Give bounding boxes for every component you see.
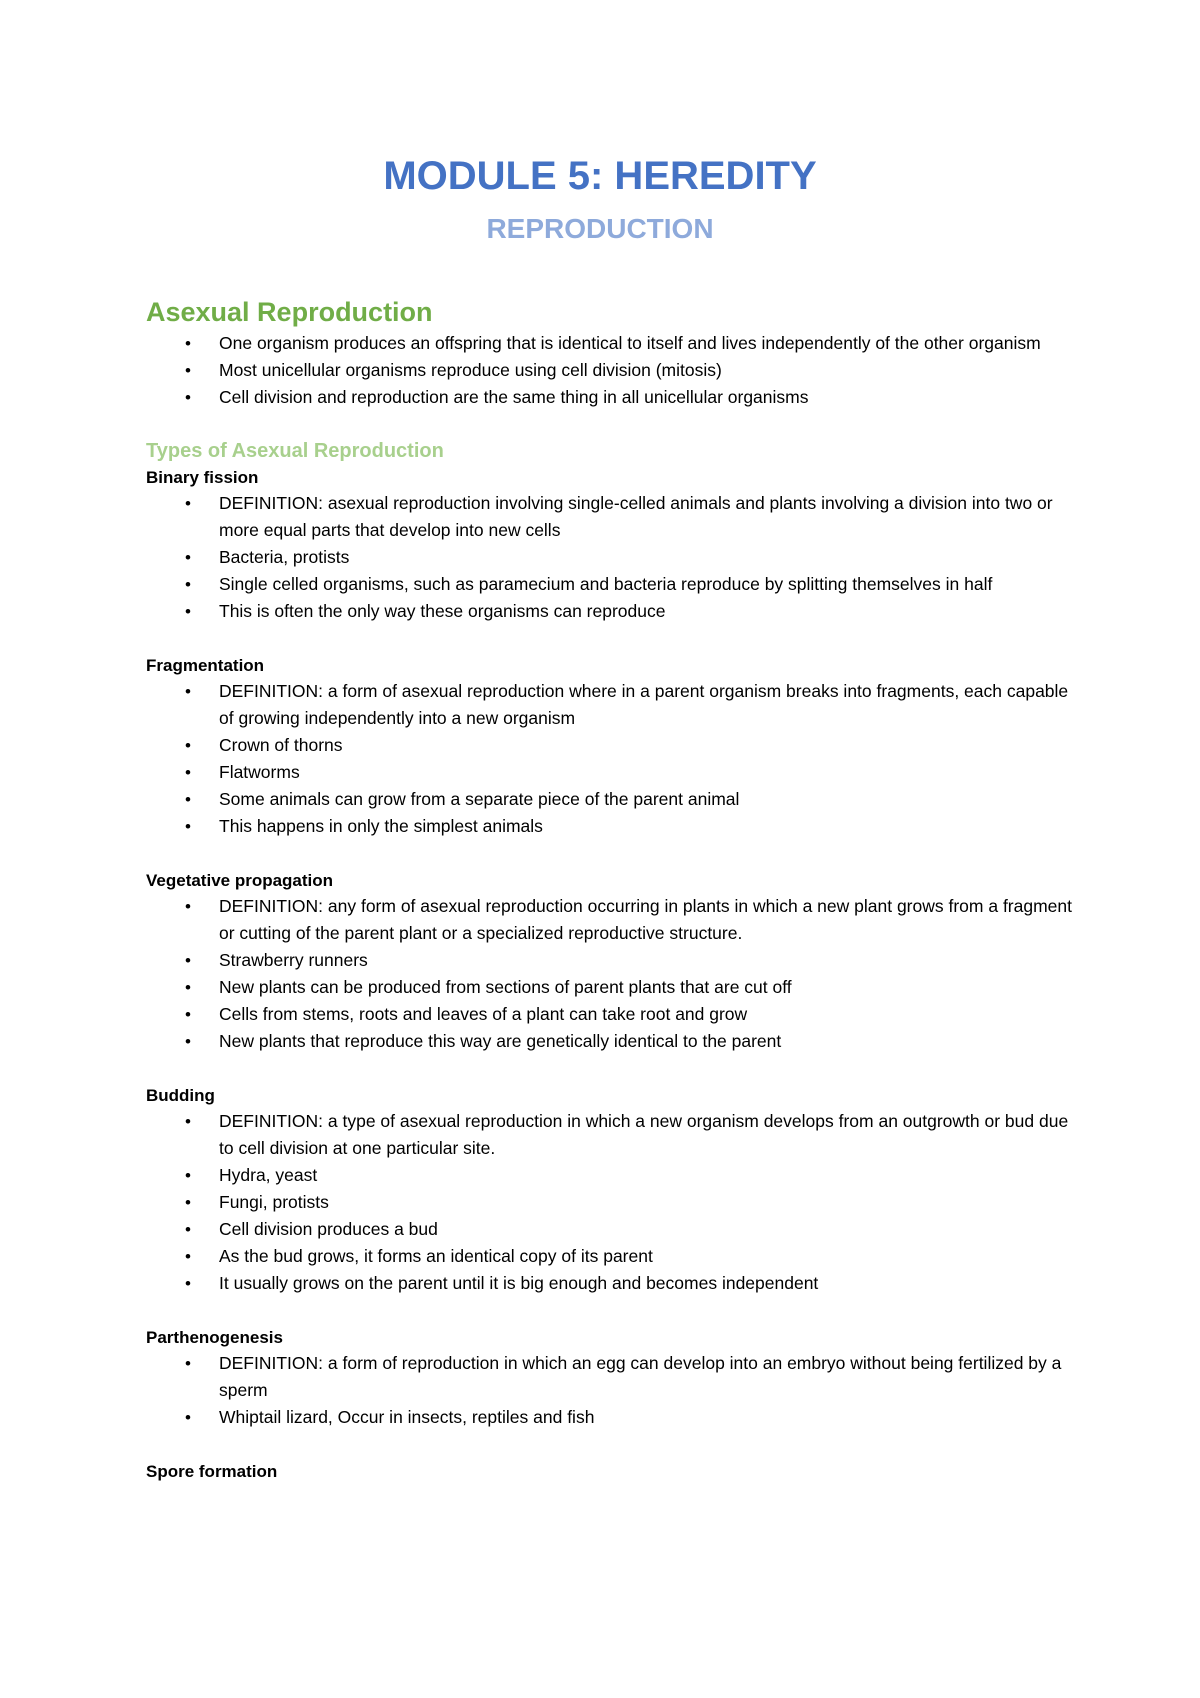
bullet-icon: • [185,1354,191,1373]
document-body [146,294,1076,1484]
section [146,1459,1076,1484]
bullet-icon: • [185,1032,191,1051]
list-item [146,1216,1076,1243]
list-item [146,1404,1076,1431]
list-item-text: Whiptail lizard, Occur in insects, reptiles and fish [219,1407,595,1427]
bullet-icon: • [185,494,191,513]
bullet-icon: • [185,1274,191,1293]
bullet-icon: • [185,1408,191,1427]
section-bullet-list [146,678,1076,840]
section-heading: Vegetative propagation [146,871,334,890]
bullet-icon: • [185,575,191,594]
page-title: MODULE 5: HEREDITY [383,154,817,198]
section-heading: Binary fission [146,468,259,487]
bullet-icon: • [185,1166,191,1185]
list-item [146,1189,1076,1216]
bullet-icon: • [185,682,191,701]
section-heading: Budding [146,1086,215,1105]
list-item [146,732,1076,759]
bullet-icon: • [185,951,191,970]
list-item [146,1243,1076,1270]
list-item [146,357,1076,384]
list-item-text: Fungi, protists [219,1192,329,1212]
list-item [146,1028,1076,1055]
list-item-text: New plants that reproduce this way are genetically identical to the parent [219,1031,782,1051]
list-item-text: DEFINITION: a form of reproduction in which an egg can develop into an embryo without being fertilized by a sperm [219,1353,1062,1400]
list-item [146,598,1076,625]
list-item [146,384,1076,411]
bullet-icon: • [185,548,191,567]
bullet-icon: • [185,897,191,916]
list-item [146,1350,1076,1404]
heading-types-of-asexual-reproduction: Types of Asexual Reproduction [146,440,444,462]
list-item-text: One organism produces an offspring that is identical to itself and lives independently of the other organism [219,333,1041,353]
bullet-icon: • [185,790,191,809]
list-item-text: Bacteria, protists [219,547,350,567]
list-item [146,490,1076,544]
list-item [146,1001,1076,1028]
heading-asexual-reproduction: Asexual Reproduction [146,297,433,327]
section-heading: Spore formation [146,1462,278,1481]
bullet-icon: • [185,736,191,755]
list-item [146,1162,1076,1189]
bullet-icon: • [185,361,191,380]
list-item [146,947,1076,974]
list-item-text: DEFINITION: a type of asexual reproduction in which a new organism develops from an outgrowth or bud due to cell division at one particular site. [219,1111,1069,1158]
list-item-text: This is often the only way these organisms can reproduce [219,601,666,621]
list-item-text: Single celled organisms, such as paramecium and bacteria reproduce by splitting themselves in half [219,574,993,594]
list-item-text: Some animals can grow from a separate piece of the parent animal [219,789,740,809]
section [146,1083,1076,1297]
section-bullet-list [146,1108,1076,1297]
list-item [146,330,1076,357]
bullet-icon: • [185,763,191,782]
list-item-text: New plants can be produced from sections of parent plants that are cut off [219,977,792,997]
list-item-text: Cell division and reproduction are the same thing in all unicellular organisms [219,387,809,407]
bullet-icon: • [185,817,191,836]
bullet-icon: • [185,602,191,621]
list-item [146,678,1076,732]
bullet-icon: • [185,1112,191,1131]
list-item [146,1108,1076,1162]
bullet-icon: • [185,334,191,353]
list-item-text: This happens in only the simplest animals [219,816,543,836]
bullet-icon: • [185,1005,191,1024]
list-item-text: As the bud grows, it forms an identical copy of its parent [219,1246,653,1266]
section [146,868,1076,1055]
list-item [146,544,1076,571]
list-item [146,759,1076,786]
list-item-text: Strawberry runners [219,950,368,970]
list-item-text: Crown of thorns [219,735,343,755]
section-bullet-list [146,490,1076,625]
page-subtitle: REPRODUCTION [486,213,714,244]
list-item [146,571,1076,598]
section [146,653,1076,840]
list-item [146,974,1076,1001]
list-item-text: It usually grows on the parent until it is big enough and becomes independent [219,1273,819,1293]
list-item [146,1270,1076,1297]
list-item-text: Most unicellular organisms reproduce using cell division (mitosis) [219,360,722,380]
list-item-text: Flatworms [219,762,300,782]
section-heading: Parthenogenesis [146,1328,283,1347]
list-item-text: Cells from stems, roots and leaves of a plant can take root and grow [219,1004,748,1024]
section-bullet-list [146,893,1076,1055]
section [146,465,1076,625]
list-item [146,786,1076,813]
bullet-icon: • [185,1220,191,1239]
bullet-icon: • [185,978,191,997]
bullet-icon: • [185,1247,191,1266]
list-item-text: DEFINITION: any form of asexual reproduction occurring in plants in which a new plant grows from a fragment or cutting of the parent plant or a specialized reproductive structure. [219,896,1073,943]
list-item [146,813,1076,840]
list-item-text: Hydra, yeast [219,1165,318,1185]
list-item-text: DEFINITION: a form of asexual reproduction where in a parent organism breaks into fragments, each capable of growing independently into a new organism [219,681,1069,728]
list-item [146,893,1076,947]
section [146,1325,1076,1431]
asexual-intro-list [146,330,1076,411]
asexual-types-sections [146,465,1076,1484]
list-item-text: Cell division produces a bud [219,1219,438,1239]
bullet-icon: • [185,1193,191,1212]
bullet-icon: • [185,388,191,407]
section-bullet-list [146,1350,1076,1431]
list-item-text: DEFINITION: asexual reproduction involving single-celled animals and plants involving a division into two or more equal parts that develop into new cells [219,493,1053,540]
section-heading: Fragmentation [146,656,265,675]
